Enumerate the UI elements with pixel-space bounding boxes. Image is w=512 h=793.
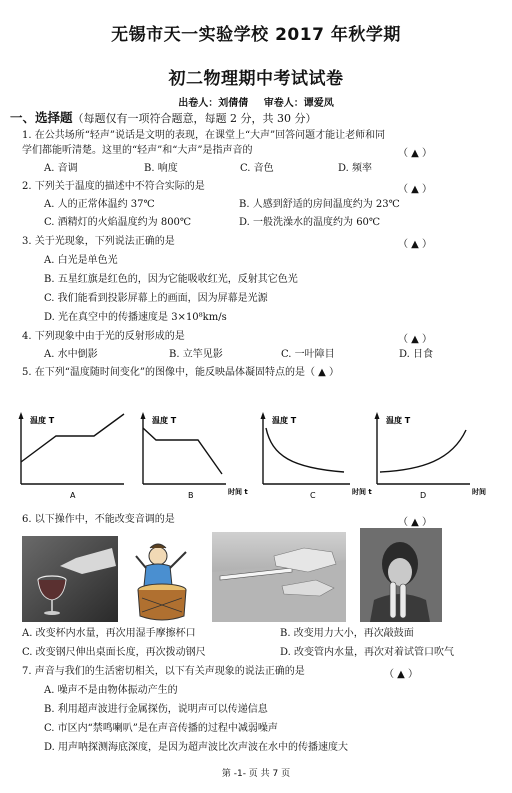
q2-options-cd: C. 酒精灯的火焰温度约为 800℃ D. 一般洗澡水的温度约为 60℃	[44, 217, 381, 228]
ruler-illustration	[212, 532, 346, 622]
y-axis-arrow	[261, 412, 266, 419]
glass-illustration	[22, 536, 118, 622]
drum-illustration	[128, 538, 196, 624]
q4-stem: 4. 下列现象中由于光的反射形成的是	[22, 331, 185, 342]
q1-line2: 学们都能听清楚。这里的“轻声”和“大声”是指声音的	[22, 145, 253, 156]
q6-stem: 6. 以下操作中，不能改变音调的是	[22, 514, 175, 525]
x-axis-label: 时间 t	[352, 488, 372, 496]
photo-ruler	[212, 532, 346, 622]
answer-mark: （ ▲ ）	[398, 239, 433, 250]
graph-label-a: A	[70, 491, 76, 500]
x-axis-label: 时间 t	[228, 488, 248, 496]
graph-label-b: B	[188, 491, 194, 500]
q5-graph-c	[258, 410, 373, 502]
x-axis-label: 时间	[472, 488, 486, 496]
y-axis-label: 温度 T	[272, 416, 297, 425]
author-line	[0, 94, 512, 109]
photo-glass-rubbing	[22, 536, 118, 622]
q7-option-d: D. 用声呐探测海底深度，是因为超声波比次声波在水中的传播速度大	[44, 742, 349, 753]
person-icon	[149, 547, 167, 565]
answer-mark: （ ▲ ）	[384, 669, 419, 680]
graph-label-c: C	[310, 491, 316, 500]
y-axis-arrow	[141, 412, 146, 419]
q5-graph-d	[372, 410, 492, 502]
answer-mark: （ ▲ ）	[398, 517, 433, 528]
section-heading: 一、选择题（每题仅有一项符合题意，每题 2 分，共 30 分）	[10, 110, 317, 125]
answer-mark: （ ▲ ）	[398, 334, 433, 345]
q1-options: A. 音调 B. 响度 C. 音色 D. 频率	[44, 163, 373, 174]
reviewer: 审卷人：谭爱凤	[263, 98, 334, 109]
child-face-icon	[388, 558, 412, 586]
q5-graph-b	[138, 410, 253, 502]
q7-option-a: A. 噪声不是由物体振动产生的	[44, 685, 178, 696]
q7-option-c: C. 市区内“禁鸣喇叭”是在声音传播的过程中减弱噪声	[44, 723, 278, 734]
q6-options-ab: A. 改变杯内水量，再次用湿手摩擦杯口 B. 改变用力大小，再次敲鼓面	[22, 628, 414, 639]
y-axis-label: 温度 T	[386, 416, 411, 425]
q3-option-a: A. 白光是单色光	[44, 255, 118, 266]
y-axis-arrow	[19, 412, 24, 419]
q3-option-c: C. 我们能看到投影屏幕上的画面，因为屏幕是光源	[44, 293, 268, 304]
q3-option-b: B. 五星红旗是红色的，因为它能吸收红光，反射其它色光	[44, 274, 298, 285]
y-axis-label: 温度 T	[152, 416, 177, 425]
answer-mark: （ ▲ ）	[398, 184, 433, 195]
q7-stem: 7. 声音与我们的生活密切相关，以下有关声现象的说法正确的是	[22, 666, 305, 677]
q2-options-ab: A. 人的正常体温约 37℃ B. 人感到舒适的房间温度约为 23℃	[44, 199, 400, 210]
q5-stem: 5. 在下列“温度随时间变化”的图像中，能反映晶体凝固特点的是（ ▲ ）	[22, 367, 339, 378]
curve-c	[266, 428, 344, 472]
y-axis-arrow	[375, 412, 380, 419]
curve-d	[380, 430, 466, 472]
graph-label-d: D	[420, 491, 427, 500]
q7-option-b: B. 利用超声波进行金属探伤，说明声可以传递信息	[44, 704, 268, 715]
q6-options-cd: C. 改变钢尺伸出桌面长度，再次拨动钢尺 D. 改变管内水量，再次对着试管口吹气	[22, 647, 455, 658]
q3-option-d: D. 光在真空中的传播速度是 3×10⁸km/s	[44, 312, 227, 323]
school-title: 无锡市天一实验学校 2017 年秋学期	[111, 25, 401, 45]
answer-mark: （ ▲ ）	[398, 148, 433, 159]
exam-title: 初二物理期中考试试卷	[168, 69, 344, 89]
q3-stem: 3. 关于光现象，下列说法正确的是	[22, 236, 175, 247]
test-tube-icon	[390, 582, 396, 618]
curve-b	[143, 428, 222, 474]
q2-stem: 2. 下列关于温度的描述中不符合实际的是	[22, 181, 205, 192]
author: 出卷人：刘倩倩	[178, 98, 249, 109]
q5-graph-a	[16, 410, 128, 502]
test-tube-illustration	[360, 528, 442, 622]
page-footer: 第 -1- 页 共 7 页	[221, 769, 291, 779]
q1-line1: 1. 在公共场所“轻声”说话是文明的表现，在课堂上“大声”回答问题才能让老师和同	[22, 130, 386, 141]
photo-test-tube	[360, 528, 442, 622]
photo-drum	[128, 538, 196, 624]
y-axis-label: 温度 T	[30, 416, 55, 425]
q4-options: A. 水中倒影 B. 立竿见影 C. 一叶障目 D. 日食	[44, 349, 434, 360]
